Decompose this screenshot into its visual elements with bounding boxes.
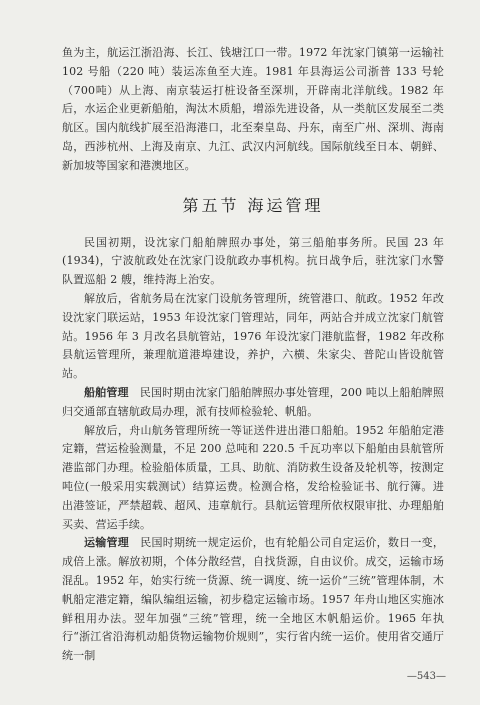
paragraph-transport-management	[62, 534, 444, 666]
page-content	[62, 44, 444, 666]
transport-management-label: 运输管理	[84, 536, 130, 550]
paragraph-ship-management-detail: 解放后，舟山航务管理所统一等证送件进出港口船舶。1952 年船舶定港定籍，营运检验测量，不足 200 总吨和 220.5 千瓦功率以下船舶由县航管所港监部门办理。检验船体质量，工具、助航、消防救生设备及轮机等，按测定吨位(一般采用实载测试）结算运费。检测合格，发给检验证书、航行簿。进出港签证，严禁超载、超风、违章航行。县航运管理所依权限审批、办理船舶买卖、营运手续。	[62, 423, 444, 531]
section-heading: 第五节 海运管理	[182, 195, 324, 215]
paragraph-post-liberation: 解放后，省航务局在沈家门设航务管理所，统管港口、航政。1952 年改设沈家门联运站，1953 年设沈家门管理站，同年，两站合并成立沈家门航管站。1956 年 3 月改名县航管站，1976 年设沈家门港航监督，1982 年改称县航运管理所，兼理航道港埠建设，养护，六横、朱家尖、普陀山皆设航管站。	[62, 291, 444, 381]
transport-management-text: 民国时期统一规定运价，也有轮船公司自定运价，数日一变，成倍上涨。解放初期，个体分散经营，自找货源，自由议价。成交，运输市场混乱。1952 年，始实行统一货源、统一调度、统一运价“三统”管理体制，木帆船定港定籍，编队编组运输，初步稳定运输市场。1957 年舟山地区实施冰鲜租用办法。翌年加强“三统”管理，统一全地区木帆船运价。1965 年执行“浙江省沿海机动船货物运输物价规则”，实行省内统一运价。使用省交通厅统一制	[62, 536, 444, 663]
paragraph-continued: 鱼为主，航运江浙沿海、长江、钱塘江口一带。1972 年沈家门镇第一运输社102 号船（220 吨）装运冻鱼至大连。1981 年县海运公司浙普 133 号轮（700吨）从上海、南京装运打桩设备至深圳，开辟南北洋航线。1982 年后，水运企业更新船舶，淘汰木质船，增添先进设备，从一类航区发展至二类航区。国内航线扩展至沿海港口，北至秦皇岛、丹东，南至广州、深圳、海南岛，西涉杭州、上海及南京、九江、武汉内河航线。国际航线至日本、朝鲜、新加坡等国家和港澳地区。	[62, 46, 444, 172]
ship-management-text: 民国时期由沈家门船舶牌照办事处管理，200 吨以上船舶牌照归交通部直辖航政局办理，派有技师检验轮、帆船。	[62, 385, 444, 418]
paragraph-ship-management	[62, 384, 444, 422]
paragraph-republic-era: 民国初期，设沈家门船舶牌照办事处，第三船舶事务所。民国 23 年(1934)，宁波航政处在沈家门设航政办事机构。抗日战争后，驻沈家门水警队置巡船 2 艘，维持海上治安。	[62, 235, 444, 287]
page-number: —543—	[406, 671, 446, 682]
ship-management-label: 船舶管理	[84, 385, 129, 399]
